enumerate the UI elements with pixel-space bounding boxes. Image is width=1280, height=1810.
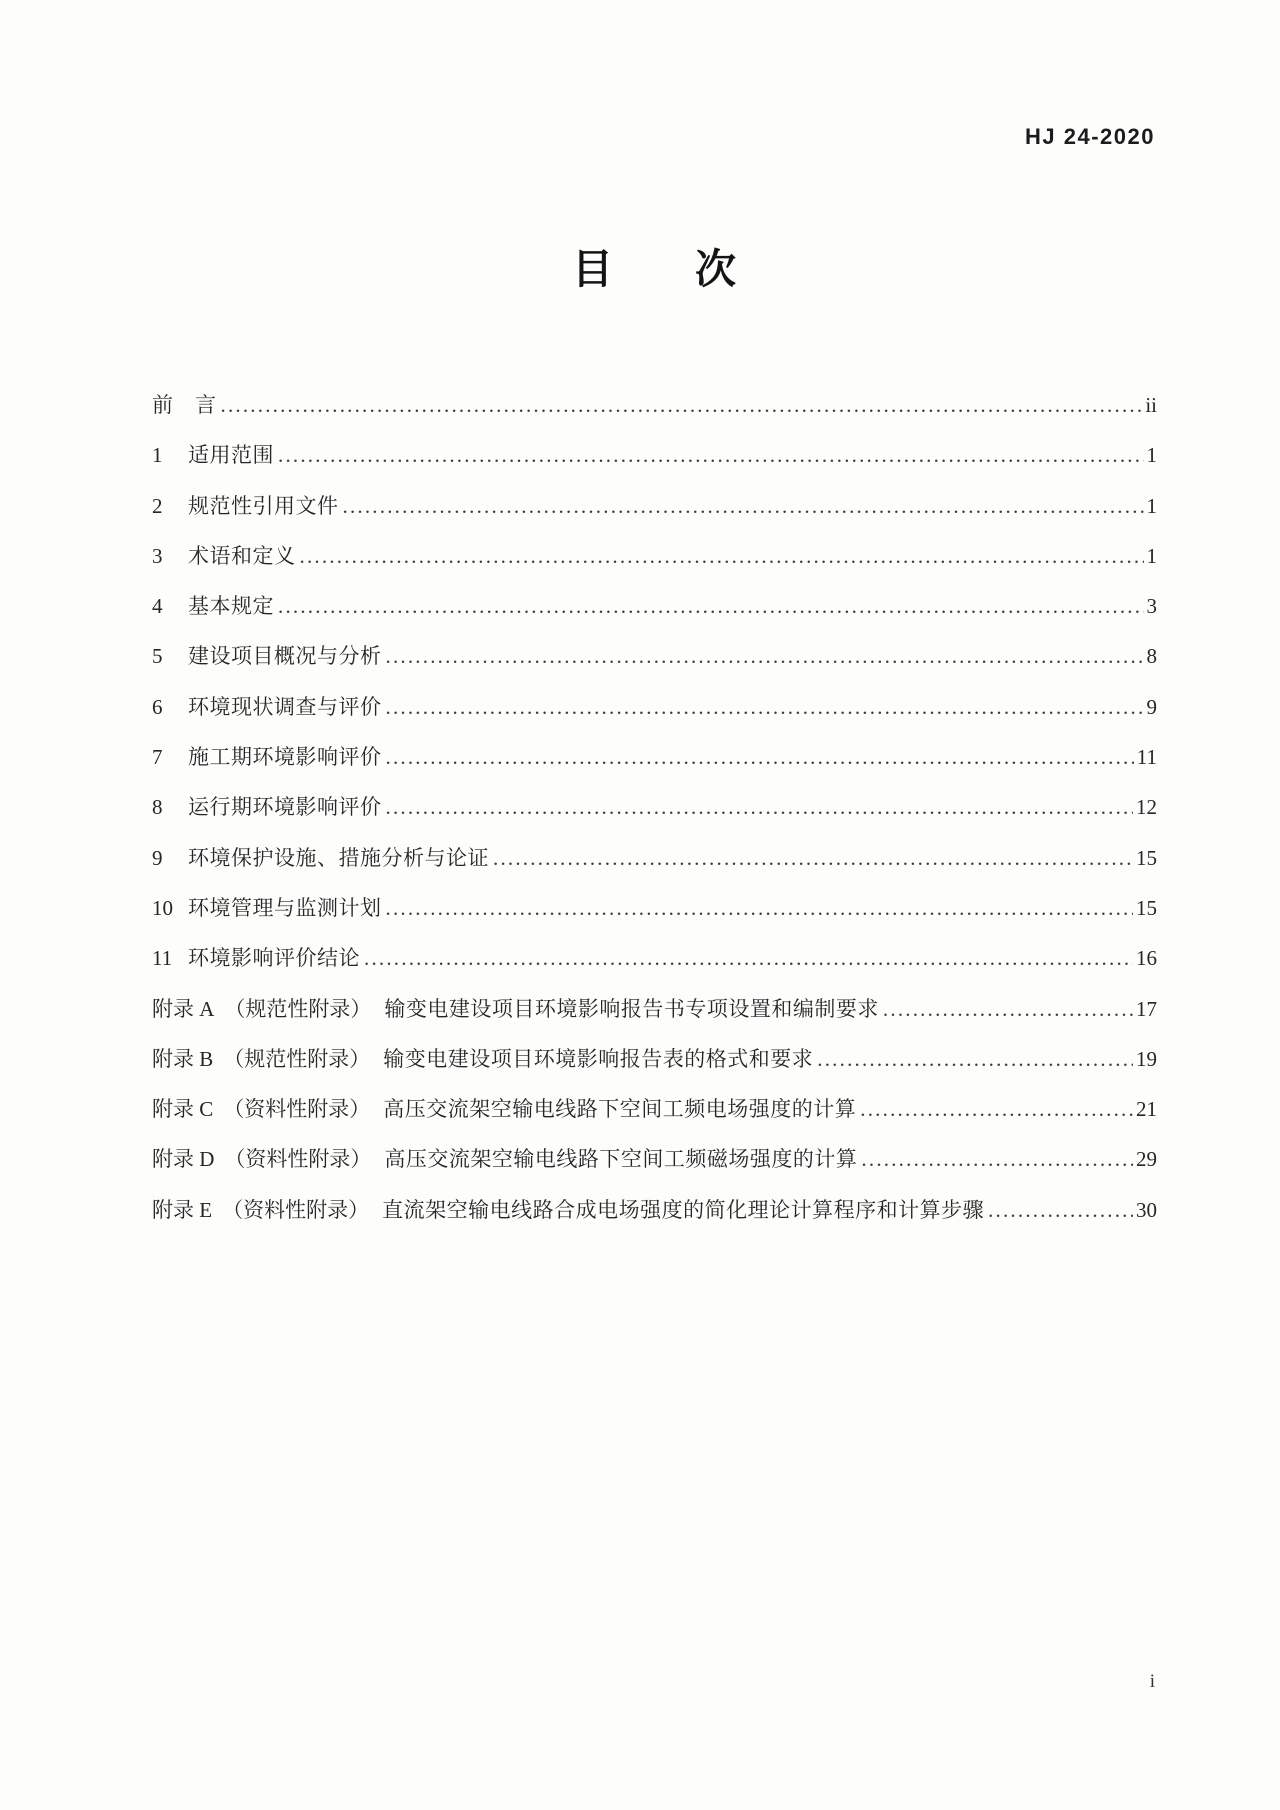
leader-dots <box>386 631 1144 681</box>
toc-entry-page: 9 <box>1146 694 1157 719</box>
toc-entry-title: 环境管理与监测计划 <box>188 895 382 920</box>
toc-entry-title: 环境保护设施、措施分析与论证 <box>188 845 489 870</box>
leader-dots <box>493 833 1133 883</box>
toc-entry <box>152 883 1157 933</box>
toc-entry-page: 3 <box>1146 594 1157 619</box>
toc-entry <box>152 1034 1157 1084</box>
toc-entry <box>152 732 1157 782</box>
toc-entry-number: 附录 C <box>152 1097 214 1122</box>
toc-entry-title: 高压交流架空输电线路下空间工频电场强度的计算 <box>383 1097 857 1122</box>
toc-entry <box>152 1134 1157 1184</box>
toc-entry-title: 施工期环境影响评价 <box>188 745 382 770</box>
toc-entry <box>152 933 1157 983</box>
toc-entry-page: 29 <box>1136 1147 1157 1172</box>
toc-entry <box>152 631 1157 681</box>
toc-entry <box>152 1084 1157 1134</box>
toc-entry-page: 15 <box>1136 895 1157 920</box>
toc-entry <box>152 833 1157 883</box>
toc-list <box>152 380 1157 1235</box>
toc-entry-page: 21 <box>1136 1097 1157 1122</box>
page-title: 目 次 <box>572 246 736 292</box>
leader-dots <box>861 1134 1133 1184</box>
standard-number: HJ 24-2020 <box>1025 124 1155 149</box>
toc-entry <box>152 481 1157 531</box>
toc-entry-kind: （资料性附录） <box>223 1097 371 1122</box>
leader-dots <box>278 581 1144 631</box>
toc-entry-title: 基本规定 <box>188 594 274 619</box>
leader-dots <box>386 732 1134 782</box>
toc-entry-number: 附录 B <box>152 1046 214 1071</box>
toc-entry-title: 前 言 <box>152 393 217 417</box>
toc-entry-number: 附录 D <box>152 1147 215 1172</box>
leader-dots <box>988 1185 1133 1235</box>
toc-entry-number: 5 <box>152 644 163 669</box>
toc-entry-title: 输变电建设项目环境影响报告书专项设置和编制要求 <box>384 996 879 1021</box>
toc-entry-kind: （资料性附录） <box>224 1147 372 1172</box>
toc-entry-kind: （规范性附录） <box>224 996 372 1021</box>
footer-page-number: i <box>1149 1671 1155 1692</box>
leader-dots <box>386 682 1144 732</box>
toc-entry-page: 1 <box>1146 543 1157 568</box>
toc-entry <box>152 380 1157 430</box>
toc-entry-page: 8 <box>1146 644 1157 669</box>
leader-dots <box>364 933 1133 983</box>
toc-entry <box>152 1185 1157 1235</box>
leader-dots <box>278 430 1144 480</box>
toc-entry-number: 4 <box>152 594 163 619</box>
toc-entry-number: 附录 A <box>152 996 215 1021</box>
toc-entry-number: 附录 E <box>152 1197 213 1222</box>
toc-entry-page: 1 <box>1146 443 1157 468</box>
toc-entry-number: 1 <box>152 443 163 468</box>
toc-entry-page: 17 <box>1136 996 1157 1021</box>
toc-entry <box>152 531 1157 581</box>
toc-entry-title: 运行期环境影响评价 <box>188 795 382 820</box>
leader-dots <box>883 984 1133 1034</box>
toc-entry <box>152 430 1157 480</box>
toc-entry-number: 9 <box>152 845 163 870</box>
toc-entry-title: 适用范围 <box>188 443 274 468</box>
toc-entry-number: 7 <box>152 745 163 770</box>
leader-dots <box>386 883 1134 933</box>
toc-entry-number: 3 <box>152 543 163 568</box>
toc-entry-title: 高压交流架空输电线路下空间工频磁场强度的计算 <box>384 1147 858 1172</box>
leader-dots <box>860 1084 1133 1134</box>
toc-entry-page: ii <box>1145 393 1157 417</box>
toc-entry <box>152 581 1157 631</box>
toc-entry <box>152 984 1157 1034</box>
toc-entry-number: 10 <box>152 895 173 920</box>
toc-entry-number: 8 <box>152 795 163 820</box>
toc-entry-page: 11 <box>1136 745 1157 770</box>
toc-entry-page: 16 <box>1136 946 1157 971</box>
toc-entry-page: 1 <box>1146 493 1157 518</box>
toc-entry-page: 15 <box>1136 845 1157 870</box>
toc-entry-title: 建设项目概况与分析 <box>188 644 382 669</box>
toc-entry-number: 11 <box>152 946 173 971</box>
toc-entry <box>152 682 1157 732</box>
toc-entry-title: 规范性引用文件 <box>188 493 339 518</box>
toc-entry-title: 环境影响评价结论 <box>188 946 360 971</box>
leader-dots <box>300 531 1144 581</box>
leader-dots <box>221 380 1143 430</box>
leader-dots <box>343 481 1144 531</box>
toc-entry-number: 2 <box>152 493 163 518</box>
toc-entry-title: 输变电建设项目环境影响报告表的格式和要求 <box>383 1046 814 1071</box>
toc-entry-title: 直流架空输电线路合成电场强度的简化理论计算程序和计算步骤 <box>382 1197 985 1222</box>
leader-dots <box>817 1034 1133 1084</box>
leader-dots <box>386 782 1134 832</box>
toc-entry-page: 19 <box>1136 1046 1157 1071</box>
toc-entry-number: 6 <box>152 694 163 719</box>
toc-entry-page: 30 <box>1136 1197 1157 1222</box>
toc-entry-kind: （资料性附录） <box>222 1197 370 1222</box>
toc-entry-page: 12 <box>1136 795 1157 820</box>
toc-entry-title: 术语和定义 <box>188 543 296 568</box>
toc-entry <box>152 782 1157 832</box>
toc-entry-kind: （规范性附录） <box>223 1046 371 1071</box>
toc-entry-title: 环境现状调查与评价 <box>188 694 382 719</box>
